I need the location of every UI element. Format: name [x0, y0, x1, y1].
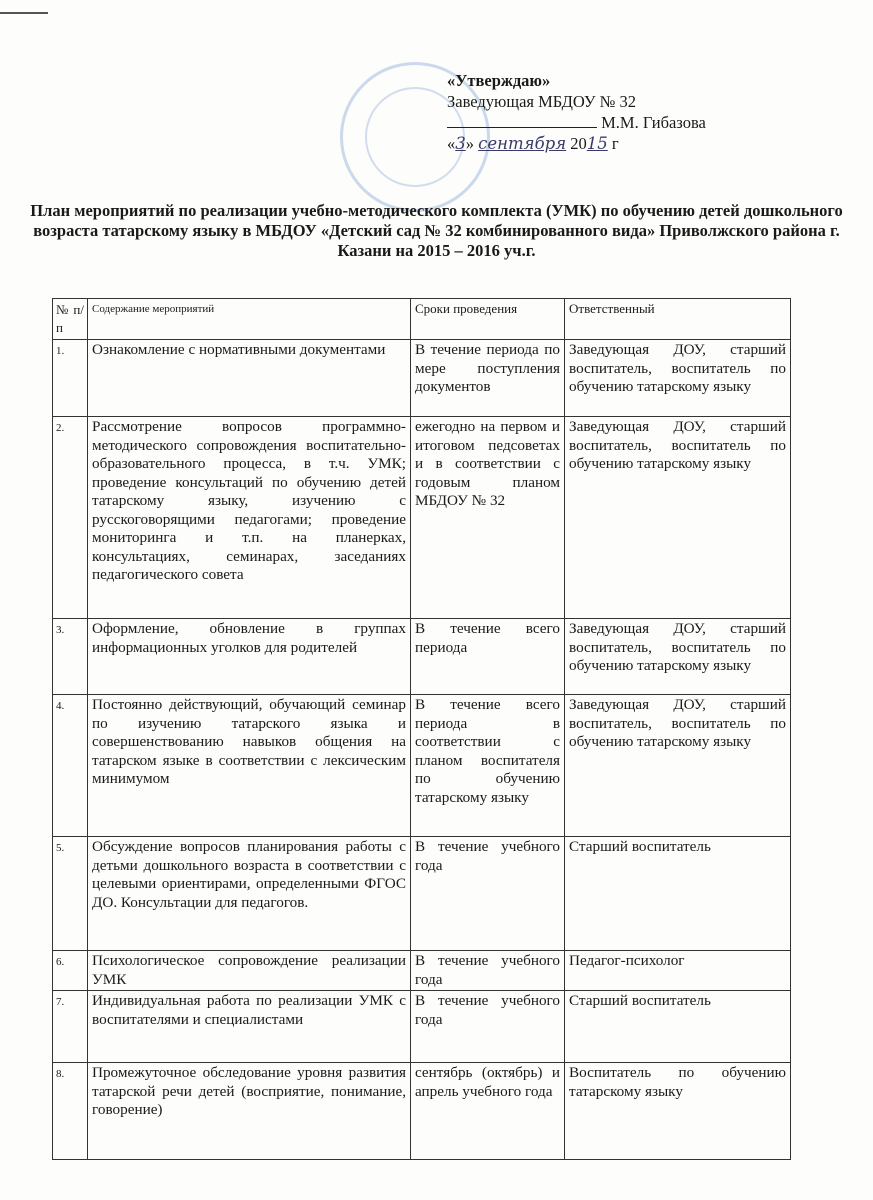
document-title: План мероприятий по реализации учебно-методического комплекта (УМК) по обучению детей дошкольного возраста татарскому языку в МБДОУ «Детский сад № 32 комбинированного вида» Приволжского района г. Казани на 2015 – 2016 уч.г. — [30, 201, 843, 260]
row-num: 5. — [53, 837, 88, 951]
table-row — [53, 837, 791, 951]
row-content: Психологическое сопровождение реализации УМК — [88, 951, 411, 991]
header-responsible: Ответственный — [565, 299, 791, 340]
signature-line — [447, 113, 597, 128]
row-content: Обсуждение вопросов планирования работы с детьми дошкольного возраста в соответствии с целевыми ориентирами, определенными ФГОС ДО. Консультации для педагогов. — [88, 837, 411, 951]
table-row — [53, 1063, 791, 1160]
table-row — [53, 991, 791, 1063]
row-dates: ежегодно на первом и итоговом педсоветах и в соответствии с годовым планом МБДОУ № 32 — [411, 417, 565, 619]
row-responsible: Заведующая ДОУ, старший воспитатель, воспитатель по обучению татарскому языку — [565, 619, 791, 695]
table-row — [53, 417, 791, 619]
row-responsible: Педагог-психолог — [565, 951, 791, 991]
row-dates: В течение периода по мере поступления документов — [411, 340, 565, 417]
row-num: 1. — [53, 340, 88, 417]
row-responsible: Старший воспитатель — [565, 991, 791, 1063]
row-num: 2. — [53, 417, 88, 619]
row-responsible: Заведующая ДОУ, старший воспитатель, воспитатель по обучению татарскому языку — [565, 695, 791, 837]
row-content: Ознакомление с нормативными документами — [88, 340, 411, 417]
row-dates: В течение всего периода — [411, 619, 565, 695]
row-content: Промежуточное обследование уровня развития татарской речи детей (восприятие, понимание, говорение) — [88, 1063, 411, 1160]
row-num: 6. — [53, 951, 88, 991]
approval-block — [447, 70, 706, 154]
row-dates: В течение учебного года — [411, 837, 565, 951]
row-dates: В течение всего периода в соответствии с планом воспитателя по обучению татарскому языку — [411, 695, 565, 837]
row-responsible: Заведующая ДОУ, старший воспитатель, воспитатель по обучению татарскому языку — [565, 340, 791, 417]
approval-name: М.М. Гибазова — [601, 113, 706, 132]
approval-heading: «Утверждаю» — [447, 71, 551, 90]
row-responsible: Заведующая ДОУ, старший воспитатель, воспитатель по обучению татарскому языку — [565, 417, 791, 619]
row-dates: В течение учебного года — [411, 991, 565, 1063]
approval-date: «3» сентября 2015 г — [447, 134, 619, 153]
approval-position: Заведующая МБДОУ № 32 — [447, 92, 637, 111]
table-row — [53, 951, 791, 991]
row-responsible: Воспитатель по обучению татарскому языку — [565, 1063, 791, 1160]
row-content: Оформление, обновление в группах информационных уголков для родителей — [88, 619, 411, 695]
header-dates: Сроки проведения — [411, 299, 565, 340]
row-num: 3. — [53, 619, 88, 695]
row-num: 4. — [53, 695, 88, 837]
row-content: Рассмотрение вопросов программно-методического сопровождения воспитательно-образовательного процесса, в т.ч. УМК; проведение консультаций по обучению детей татарскому языку, изучению с русскоговорящими педагогами; проведение мониторинга и т.п. на планерках, консультациях, семинарах, заседаниях педагогического совета — [88, 417, 411, 619]
row-num: 8. — [53, 1063, 88, 1160]
header-content: Содержание мероприятий — [88, 299, 411, 340]
header-num: № п/п — [53, 299, 88, 340]
row-content: Индивидуальная работа по реализации УМК с воспитателями и специалистами — [88, 991, 411, 1063]
row-dates: В течение учебного года — [411, 951, 565, 991]
table-row — [53, 695, 791, 837]
row-content: Постоянно действующий, обучающий семинар по изучению татарского языка и совершенствованию навыков общения на татарском языке в соответствии с лексическим минимумом — [88, 695, 411, 837]
row-num: 7. — [53, 991, 88, 1063]
row-responsible: Старший воспитатель — [565, 837, 791, 951]
table-header-row — [53, 299, 791, 340]
table-row — [53, 340, 791, 417]
scan-artifact-line — [0, 12, 48, 14]
row-dates: сентябрь (октябрь) и апрель учебного года — [411, 1063, 565, 1160]
table-row — [53, 619, 791, 695]
events-table — [52, 298, 791, 1160]
